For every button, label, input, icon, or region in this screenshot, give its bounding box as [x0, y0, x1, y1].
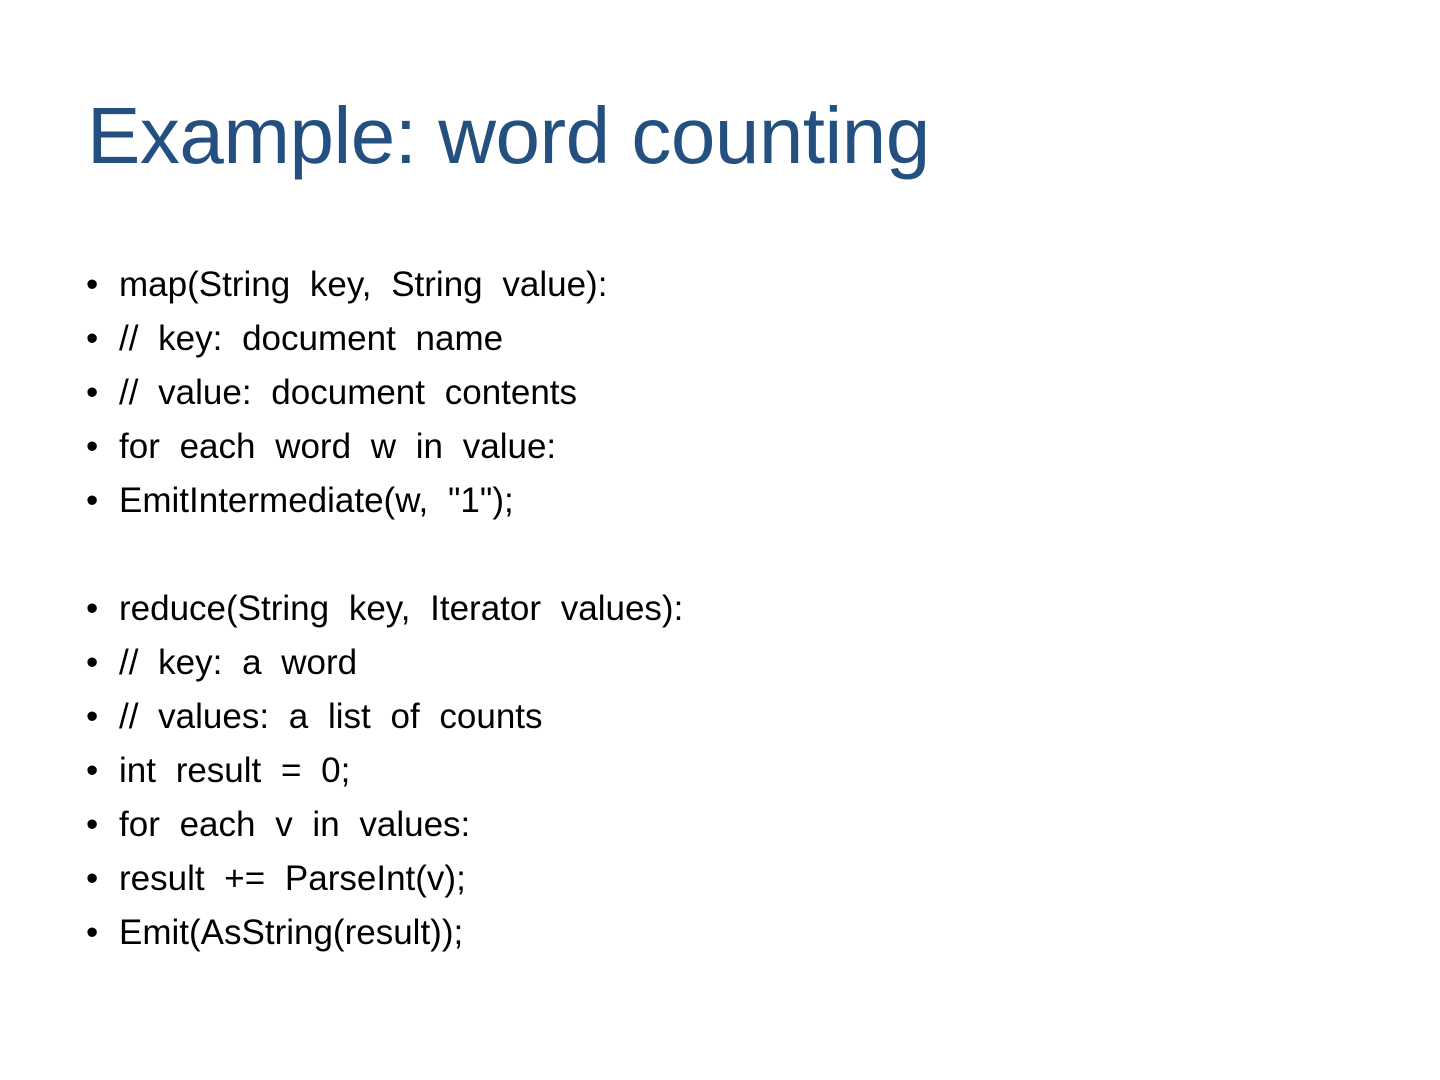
bullet-text: // key: a word	[119, 643, 358, 682]
slide-title: Example: word counting	[87, 91, 930, 180]
bullet-icon: •	[86, 427, 99, 466]
list-item	[86, 420, 683, 474]
bullet-text: for each v in values:	[119, 805, 471, 844]
bullet-icon: •	[86, 859, 99, 898]
bullet-icon: •	[86, 589, 99, 628]
list-item	[86, 744, 683, 798]
bullet-text: EmitIntermediate(w, "1");	[119, 481, 514, 520]
bullet-icon: •	[86, 373, 99, 412]
bullet-icon: •	[86, 805, 99, 844]
list-item	[86, 906, 683, 960]
bullet-icon: •	[86, 751, 99, 790]
list-item	[86, 312, 683, 366]
bullet-list	[86, 258, 683, 960]
bullet-text: int result = 0;	[119, 751, 351, 790]
bullet-text: // key: document name	[119, 319, 504, 358]
list-item	[86, 798, 683, 852]
list-item	[86, 690, 683, 744]
bullet-text: // value: document contents	[119, 373, 578, 412]
bullet-text: result += ParseInt(v);	[119, 859, 466, 898]
bullet-icon: •	[86, 319, 99, 358]
bullet-icon: •	[86, 643, 99, 682]
bullet-icon: •	[86, 481, 99, 520]
bullet-icon: •	[86, 697, 99, 736]
bullet-icon: •	[86, 265, 99, 304]
list-item	[86, 366, 683, 420]
list-item	[86, 474, 683, 528]
list-item	[86, 582, 683, 636]
bullet-text: map(String key, String value):	[119, 265, 608, 304]
list-item	[86, 258, 683, 312]
list-item	[86, 852, 683, 906]
bullet-text: reduce(String key, Iterator values):	[119, 589, 684, 628]
bullet-text: // values: a list of counts	[119, 697, 543, 736]
bullet-text: for each word w in value:	[119, 427, 557, 466]
bullet-icon: •	[86, 913, 99, 952]
list-spacer	[86, 528, 683, 582]
list-item	[86, 636, 683, 690]
bullet-text: Emit(AsString(result));	[119, 913, 464, 952]
